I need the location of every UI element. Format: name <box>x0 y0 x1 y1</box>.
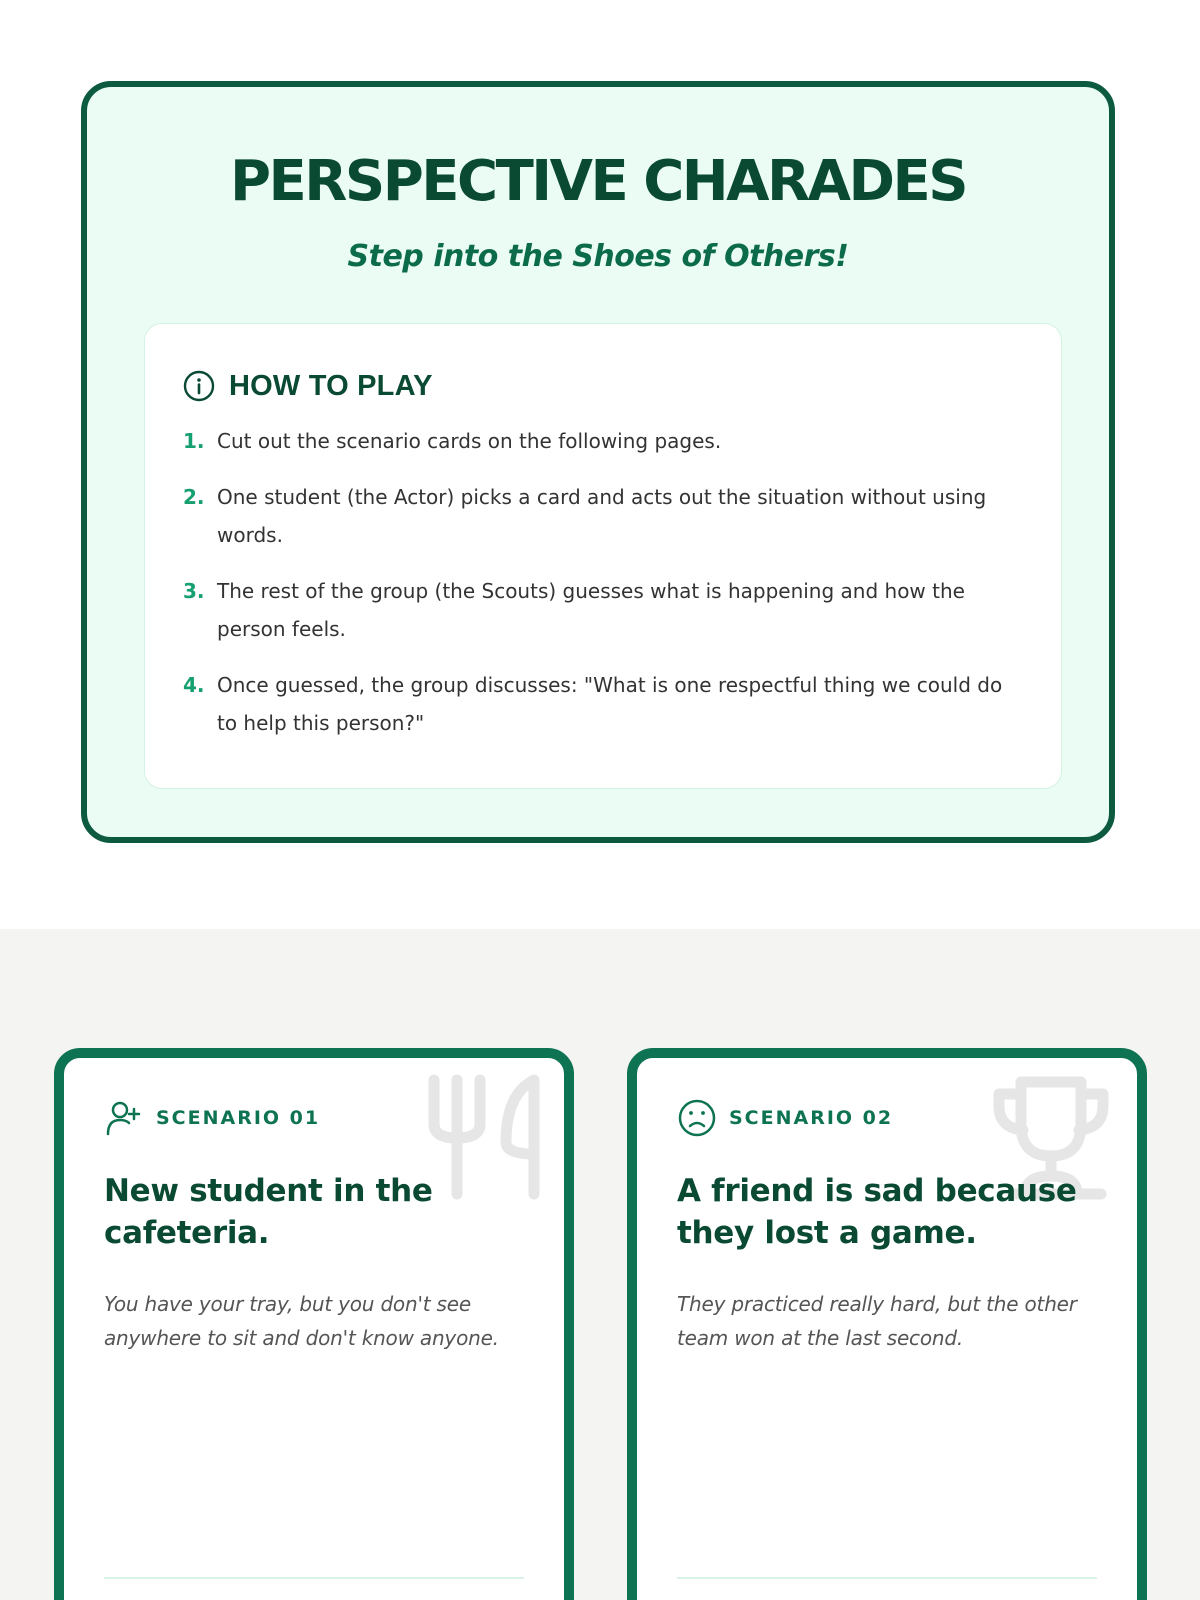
frown-face-icon <box>677 1098 717 1138</box>
step-number: 4. <box>183 673 205 697</box>
step-number: 1. <box>183 429 205 453</box>
steps-list <box>183 422 1023 760</box>
user-plus-icon <box>104 1098 144 1138</box>
how-to-play-heading <box>183 368 433 404</box>
step-text: Once guessed, the group discusses: "What is one respectful thing we could do to help this person?" <box>217 673 1003 735</box>
step-text: One student (the Actor) picks a card and acts out the situation without using words. <box>217 485 987 547</box>
card-divider <box>104 1577 524 1579</box>
header-card <box>81 81 1115 843</box>
step-item <box>183 666 1023 742</box>
page-title: PERSPECTIVE CHARADES <box>229 149 967 214</box>
scenario-title: New student in the cafeteria. <box>104 1173 433 1251</box>
step-text: Cut out the scenario cards on the following pages. <box>217 429 722 453</box>
step-item <box>183 422 1023 460</box>
how-to-play-box <box>144 323 1062 789</box>
scenario-card[interactable] <box>627 1048 1147 1600</box>
scenario-label: SCENARIO 02 <box>729 1107 894 1129</box>
scenario-cards-section <box>0 929 1200 1600</box>
page-subtitle: Step into the Shoes of Others! <box>347 239 849 274</box>
step-number: 3. <box>183 579 205 603</box>
step-item <box>183 572 1023 648</box>
scenario-description: You have your tray, but you don't see anywhere to sit and don't know anyone. <box>104 1292 499 1350</box>
scenario-card[interactable] <box>54 1048 574 1600</box>
scenario-label: SCENARIO 01 <box>156 1107 321 1129</box>
step-text: The rest of the group (the Scouts) guesses what is happening and how the person feels. <box>217 579 965 641</box>
scenario-header <box>104 1098 320 1138</box>
step-number: 2. <box>183 485 205 509</box>
scenario-title: A friend is sad because they lost a game. <box>677 1173 1077 1251</box>
card-divider <box>677 1577 1097 1579</box>
step-item <box>183 478 1023 554</box>
scenario-description: They practiced really hard, but the other team won at the last second. <box>677 1292 1077 1350</box>
how-to-play-title: HOW TO PLAY <box>229 369 433 402</box>
scenario-header <box>677 1098 893 1138</box>
info-circle-icon <box>183 370 215 402</box>
